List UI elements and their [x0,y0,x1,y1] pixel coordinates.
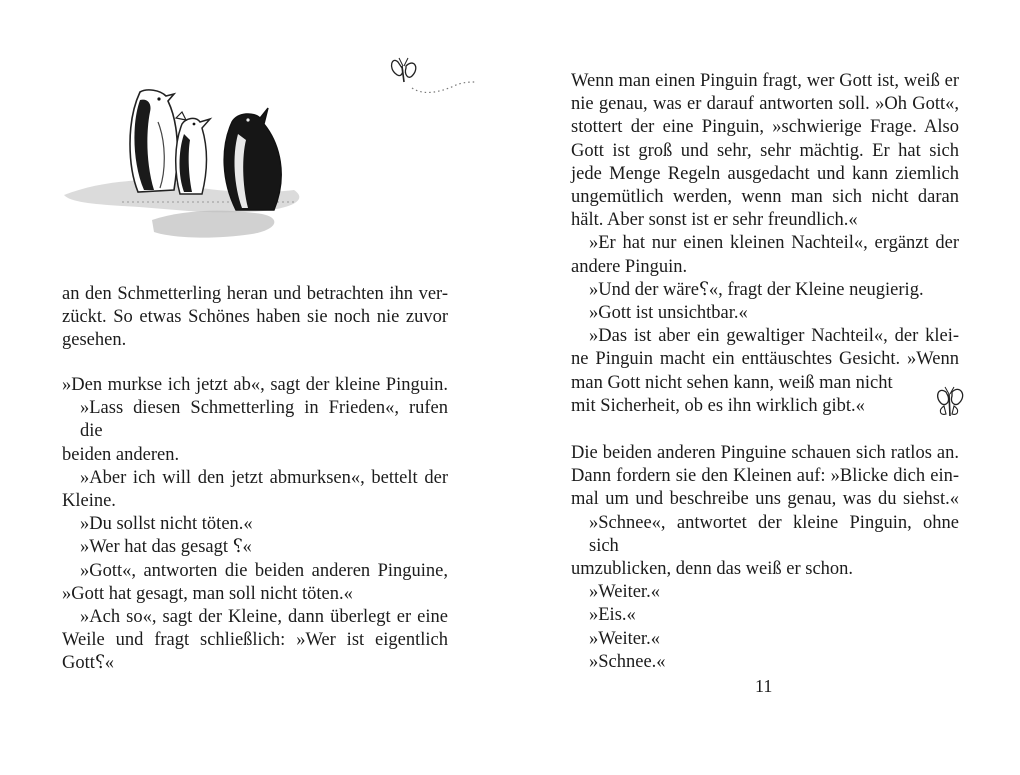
text-line: »Du sollst nicht töten.« [80,514,253,535]
text-line: Gott⸮« [62,653,115,674]
text-line: Gott ist groß und sehr, sehr mächtig. Er hat sich [571,140,959,161]
right-paragraph-1 [571,70,959,418]
text-line: »Schnee.« [589,651,666,672]
text-line: Die beiden anderen Pinguine schauen sich ratlos an. [571,443,959,463]
text-line: man Gott nicht sehen kann, weiß man nicht [571,372,893,393]
text-line: »Das ist aber ein gewaltiger Nachteil«, der klei- [589,326,959,347]
penguin-small-icon [176,112,210,194]
penguin-right-icon [224,108,281,210]
penguin-left-icon [130,90,177,192]
text-line: nie genau, was er darauf antworten soll. »Oh Gott«, [571,94,959,115]
text-line: andere Pinguin. [571,256,688,277]
right-paragraph-2 [571,442,959,674]
text-line: jede Menge Regeln ausgedacht und kann ziemlich [571,163,959,184]
text-line: Weile und fragt schließlich: »Wer ist eigentlich [62,630,448,651]
text-line: »Er hat nur einen kleinen Nachteil«, ergänzt der [589,233,959,254]
text-line: »Gott«, antworten die beiden anderen Pinguine, [80,560,448,581]
text-line: »Ach so«, sagt der Kleine, dann überlegt er eine [80,607,448,628]
text-line: »Schnee«, antwortet der kleine Pinguin, ohne sich [589,512,959,556]
text-line: beiden anderen. [62,444,180,465]
text-line: ne Pinguin macht ein enttäuschtes Gesicht. »Wenn [571,349,959,370]
text-line: hält. Aber sonst ist er sehr freundlich.« [571,210,858,231]
left-paragraph-2 [62,374,448,676]
text-line: »Weiter.« [589,628,660,649]
text-line: »Und der wäre⸮«, fragt der Kleine neugierig. [589,279,924,300]
page-number: 11 [755,676,773,696]
text-line: gesehen. [62,330,127,351]
text-line: ungemütlich werden, wenn man sich nicht daran [571,187,959,208]
text-line: Wenn man einen Pinguin fragt, wer Gott ist, weiß er [571,71,959,91]
text-line: umzublicken, denn das weiß er schon. [571,559,854,580]
text-line: »Gott ist unsichtbar.« [589,303,748,324]
text-line: »Den murkse ich jetzt ab«, sagt der kleine Pinguin. [62,375,448,395]
text-line: zückt. So etwas Schönes haben sie noch nie zuvor [62,307,448,328]
text-line: »Wer hat das gesagt ⸮« [80,537,252,558]
text-line: »Lass diesen Schmetterling in Frieden«, rufen die [80,398,448,442]
right-page [510,0,1020,775]
penguins-illustration [62,52,482,252]
text-line: »Gott hat gesagt, man soll nicht töten.« [62,583,353,604]
text-line: stottert der eine Pinguin, »schwierige Frage. Also [571,117,959,138]
text-line: »Eis.« [589,605,636,626]
text-line: Kleine. [62,491,116,512]
butterfly-icon [392,58,416,82]
text-line: mit Sicherheit, ob es ihn wirklich gibt.« [571,395,865,416]
text-line: »Weiter.« [589,582,660,603]
text-line: an den Schmetterling heran und betrachten ihn ver- [62,284,448,304]
text-line: Dann fordern sie den Kleinen auf: »Blicke dich ein- [571,466,959,487]
text-line: mal um und beschreibe uns genau, was du siehst.« [571,489,959,510]
butterfly-small-icon [930,384,970,420]
text-line: »Aber ich will den jetzt abmurksen«, bettelt der [80,467,448,488]
left-paragraph-1 [62,283,448,353]
